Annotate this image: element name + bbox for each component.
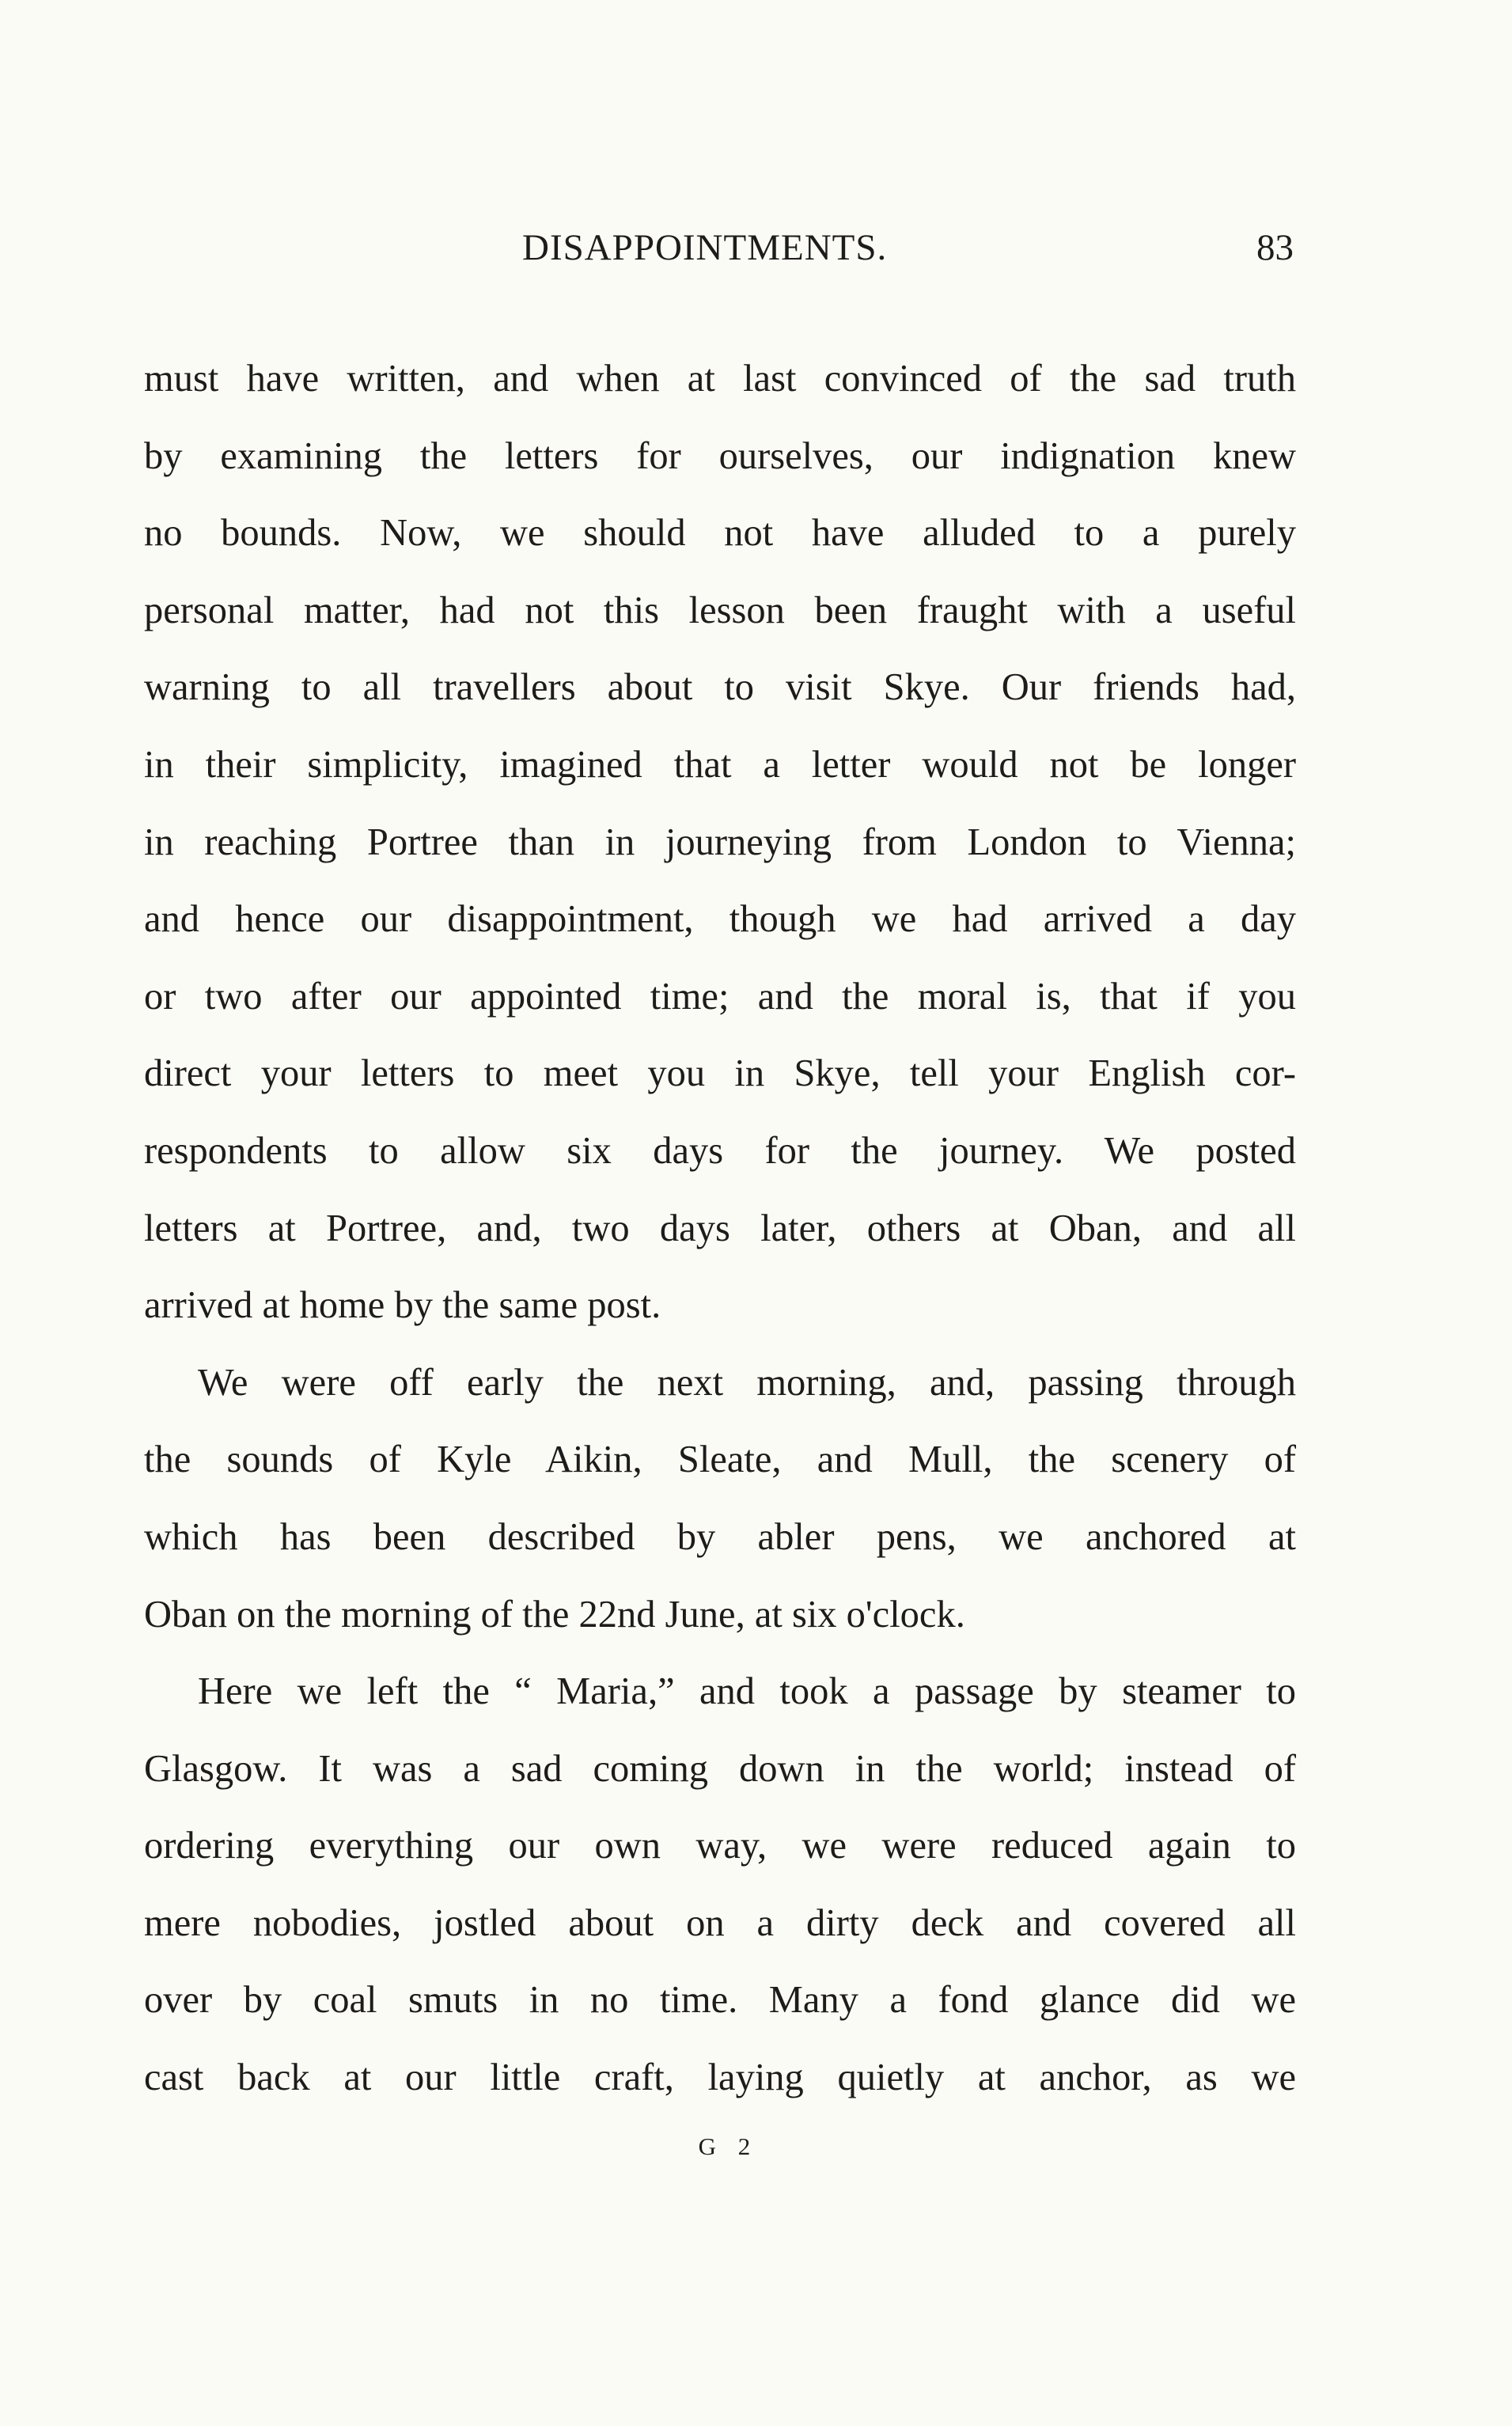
signature-mark <box>0 2127 1512 2166</box>
text-line: arrived at home by the same post. <box>144 1284 661 1327</box>
text-line: warning to all travellers about to visit Skye. Our friends had, <box>144 666 1296 709</box>
text-line: ordering everything our own way, we were reduced again to <box>144 1825 1296 1867</box>
text-line: must have written, and when at last convinced of the sad truth <box>144 358 1296 400</box>
running-title: DISAPPOINTMENTS. <box>522 227 888 268</box>
text-line: Glasgow. It was a sad coming down in the world; instead of <box>144 1747 1296 1790</box>
text-line: Here we left the “ Maria,” and took a passage by steamer to <box>198 1670 1296 1713</box>
text-line: direct your letters to meet you in Skye, tell your English cor- <box>144 1052 1296 1095</box>
text-line: in reaching Portree than in journeying from London to Vienna; <box>144 821 1296 863</box>
text-line: or two after our appointed time; and the moral is, that if you <box>144 975 1296 1018</box>
text-line: over by coal smuts in no time. Many a fond glance did we <box>144 1979 1296 2022</box>
signature-text: G 2 <box>698 2132 759 2160</box>
text-line: personal matter, had not this lesson been fraught with a useful <box>144 589 1296 631</box>
text-line: by examining the letters for ourselves, our indignation knew <box>144 434 1296 477</box>
text-line: respondents to allow six days for the journey. We posted <box>144 1129 1296 1172</box>
text-line: Oban on the morning of the 22nd June, at six o'clock. <box>144 1593 965 1636</box>
text-line: which has been described by abler pens, we anchored at <box>144 1515 1296 1558</box>
text-line: cast back at our little craft, laying quietly at anchor, as we <box>144 2056 1296 2099</box>
text-line: the sounds of Kyle Aikin, Sleate, and Mull, the scenery of <box>144 1439 1296 1481</box>
page-number: 83 <box>1256 227 1294 268</box>
text-line: letters at Portree, and, two days later, others at Oban, and all <box>144 1207 1296 1249</box>
text-line: mere nobodies, jostled about on a dirty deck and covered all <box>144 1901 1296 1944</box>
text-line: no bounds. Now, we should not have alluded to a purely <box>144 512 1296 555</box>
text-line: and hence our disappointment, though we had arrived a day <box>144 898 1296 941</box>
text-line: in their simplicity, imagined that a letter would not be longer <box>144 743 1296 786</box>
text-line: We were off early the next morning, and, passing through <box>198 1361 1296 1404</box>
body-text <box>144 340 1296 2117</box>
running-head <box>0 220 1512 275</box>
